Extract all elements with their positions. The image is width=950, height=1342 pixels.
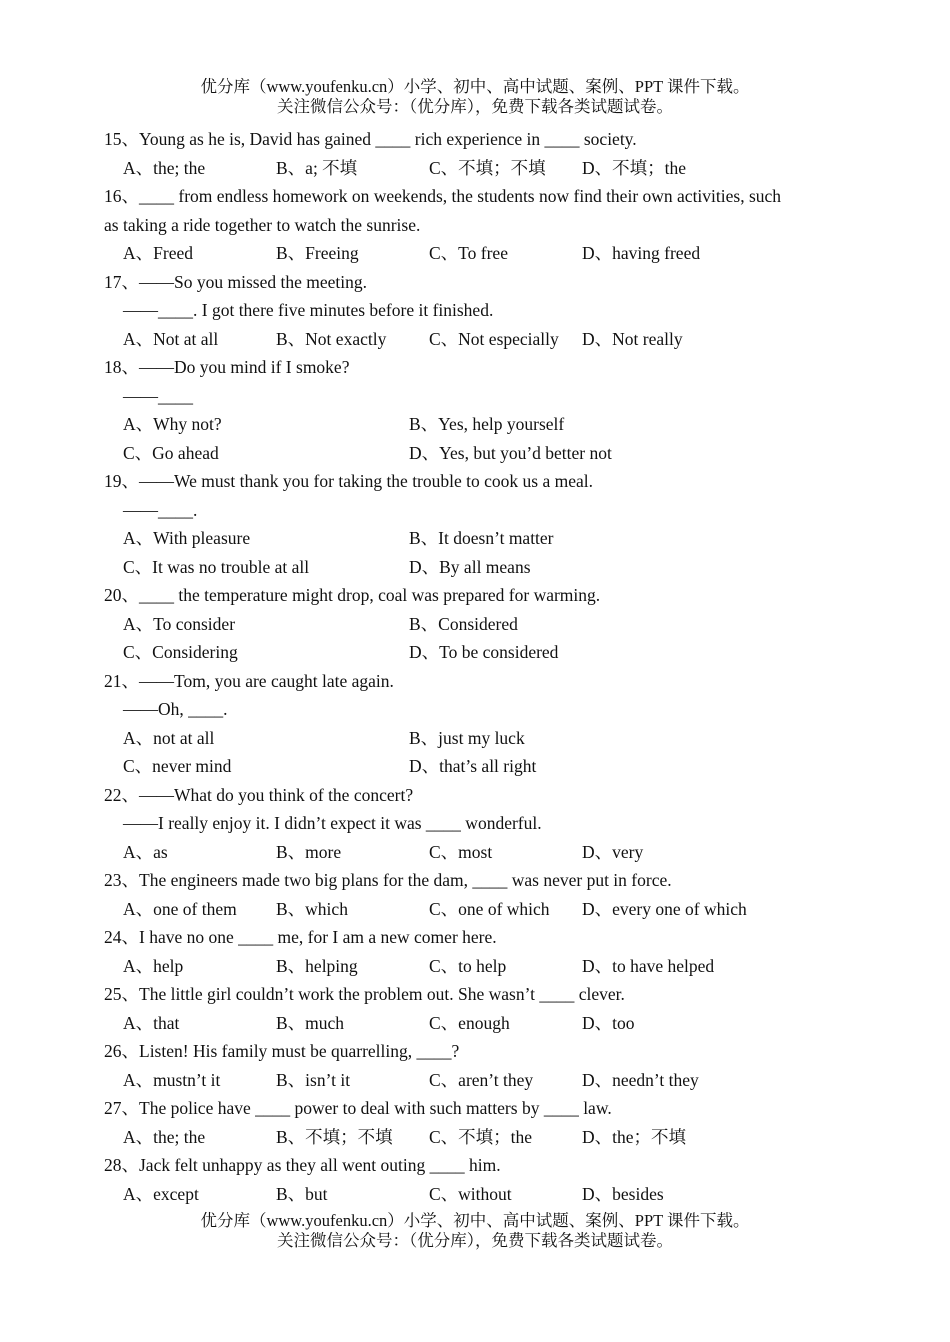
answer-option[interactable]: B、helping [276, 955, 358, 976]
answer-option[interactable]: A、mustn’t it [123, 1069, 221, 1090]
question-block [104, 125, 864, 182]
answer-option[interactable]: C、enough [429, 1012, 510, 1033]
options-row [104, 1009, 864, 1038]
question-block [104, 923, 864, 980]
answer-option[interactable]: C、to help [429, 955, 507, 976]
dialogue-reply: ——____. I got there five minutes before it finished. [123, 300, 494, 320]
answer-option[interactable]: B、but [276, 1183, 328, 1204]
answer-option[interactable]: A、To consider [123, 613, 236, 634]
question-block [104, 467, 864, 581]
answer-option[interactable]: C、To free [429, 243, 508, 263]
question-block [104, 581, 864, 667]
answer-option[interactable]: B、Freeing [276, 243, 359, 263]
answer-option[interactable]: D、不填；the [582, 157, 687, 178]
answer-option[interactable]: C、It was no trouble at all [123, 556, 310, 577]
question-block [104, 781, 864, 867]
options-row [104, 239, 864, 268]
dialogue-reply: ——Oh, ____. [123, 699, 228, 719]
options-row [104, 1066, 864, 1095]
answer-option[interactable]: B、Yes, help yourself [409, 414, 565, 434]
answer-option[interactable]: C、不填；the [429, 1126, 533, 1147]
answer-option[interactable]: B、more [276, 841, 342, 862]
answer-option[interactable]: D、To be considered [409, 642, 559, 662]
question-block [104, 353, 864, 467]
options-row [104, 838, 864, 867]
header-line-1: 优分库（www.youfenku.cn）小学、初中、高中试题、案例、PPT 课件下载。 [200, 77, 750, 96]
answer-option[interactable]: D、Yes, but you’d better not [409, 442, 612, 463]
answer-option[interactable]: A、as [123, 841, 168, 862]
footer-line-2: 关注微信公众号：（优分库），免费下载各类试题试卷。 [277, 1231, 673, 1250]
question-block [104, 1094, 864, 1151]
options-row [104, 1123, 864, 1152]
dialogue-reply: ——____ [123, 385, 193, 406]
question-stem: 18、——Do you mind if I smoke? [104, 357, 350, 377]
header-line-2: 关注微信公众号：（优分库），免费下载各类试题试卷。 [277, 97, 673, 116]
answer-option[interactable]: A、Not at all [123, 328, 219, 349]
answer-option[interactable]: B、a; 不填 [276, 157, 358, 178]
question-stem: 21、——Tom, you are caught late again. [104, 670, 394, 691]
question-stem: 15、Young as he is, David has gained ____ rich experience in ____ society. [104, 129, 637, 149]
answer-option[interactable]: A、one of them [123, 898, 237, 919]
options-row [104, 325, 864, 354]
answer-option[interactable]: C、never mind [123, 756, 232, 776]
answer-option[interactable]: C、不填；不填 [429, 157, 546, 178]
answer-option[interactable]: D、besides [582, 1183, 664, 1204]
answer-option[interactable]: A、Freed [123, 243, 193, 263]
question-stem: 16、____ from endless homework on weekends, the students now find their own activities, such [104, 186, 782, 206]
answer-option[interactable]: A、the; the [123, 157, 206, 178]
dialogue-reply: ——I really enjoy it. I didn’t expect it was ____ wonderful. [123, 813, 542, 833]
answer-option[interactable]: D、too [582, 1012, 635, 1033]
answer-option[interactable]: A、that [123, 1012, 180, 1033]
question-stem-continued: as taking a ride together to watch the sunrise. [104, 214, 421, 235]
answer-option[interactable]: A、except [123, 1183, 199, 1204]
answer-option[interactable]: B、much [276, 1012, 345, 1033]
answer-option[interactable]: C、Go ahead [123, 442, 219, 463]
options-row [104, 638, 864, 667]
answer-option[interactable]: C、Not especially [429, 328, 559, 349]
question-stem: 17、——So you missed the meeting. [104, 271, 367, 292]
answer-option[interactable]: A、With pleasure [123, 528, 251, 548]
answer-option[interactable]: D、the；不填 [582, 1126, 687, 1147]
options-row [104, 752, 864, 781]
question-stem: 27、The police have ____ power to deal with such matters by ____ law. [104, 1098, 612, 1118]
question-stem: 22、——What do you think of the concert? [104, 784, 414, 805]
answer-option[interactable]: D、very [582, 841, 644, 862]
question-block [104, 268, 864, 354]
answer-option[interactable]: A、not at all [123, 727, 215, 748]
answer-option[interactable]: C、aren’t they [429, 1069, 534, 1090]
question-block [104, 866, 864, 923]
answer-option[interactable]: B、It doesn’t matter [409, 528, 554, 548]
options-row [104, 553, 864, 582]
answer-option[interactable]: A、help [123, 955, 184, 976]
answer-option[interactable]: D、Not really [582, 328, 683, 349]
answer-option[interactable]: A、Why not? [123, 414, 222, 434]
question-stem: 28、Jack felt unhappy as they all went outing ____ him. [104, 1155, 501, 1175]
question-block [104, 980, 864, 1037]
answer-option[interactable]: B、just my luck [409, 727, 525, 748]
options-row [104, 952, 864, 981]
options-row [104, 410, 864, 439]
answer-option[interactable]: C、one of which [429, 898, 550, 919]
question-stem: 26、Listen! His family must be quarrelling, ____? [104, 1041, 460, 1061]
question-stem: 25、The little girl couldn’t work the problem out. She wasn’t ____ clever. [104, 984, 625, 1004]
question-stem: 19、——We must thank you for taking the trouble to cook us a meal. [104, 471, 593, 491]
answer-option[interactable]: D、to have helped [582, 955, 715, 976]
options-row [104, 895, 864, 924]
answer-option[interactable]: B、which [276, 898, 348, 919]
answer-option[interactable]: D、By all means [409, 556, 531, 577]
question-block [104, 1037, 864, 1094]
answer-option[interactable]: A、the; the [123, 1126, 206, 1147]
answer-option[interactable]: B、不填；不填 [276, 1126, 393, 1147]
question-stem: 24、I have no one ____ me, for I am a new comer here. [104, 927, 497, 947]
options-row [104, 724, 864, 753]
answer-option[interactable]: C、without [429, 1183, 512, 1204]
question-stem: 23、The engineers made two big plans for the dam, ____ was never put in force. [104, 870, 672, 890]
options-row [104, 439, 864, 468]
options-row [104, 610, 864, 639]
answer-option[interactable]: B、Considered [409, 613, 518, 634]
answer-option[interactable]: C、most [429, 841, 493, 862]
answer-option[interactable]: B、Not exactly [276, 328, 387, 349]
answer-option[interactable]: D、that’s all right [409, 756, 537, 776]
dialogue-reply: ——____. [123, 499, 198, 520]
answer-option[interactable]: D、needn’t they [582, 1069, 699, 1090]
question-block [104, 182, 864, 268]
question-block [104, 667, 864, 781]
options-row [104, 154, 864, 183]
footer-line-1: 优分库（www.youfenku.cn）小学、初中、高中试题、案例、PPT 课件下载。 [200, 1211, 750, 1230]
question-block [104, 1151, 864, 1208]
options-row [104, 1180, 864, 1209]
answer-option[interactable]: D、having freed [582, 243, 701, 263]
answer-option[interactable]: B、isn’t it [276, 1069, 351, 1090]
options-row [104, 524, 864, 553]
question-stem: 20、____ the temperature might drop, coal was prepared for warming. [104, 585, 601, 605]
question-list [104, 125, 864, 1208]
page-header [0, 77, 950, 117]
answer-option[interactable]: D、every one of which [582, 898, 747, 919]
page-footer [0, 1211, 950, 1251]
answer-option[interactable]: C、Considering [123, 642, 238, 662]
